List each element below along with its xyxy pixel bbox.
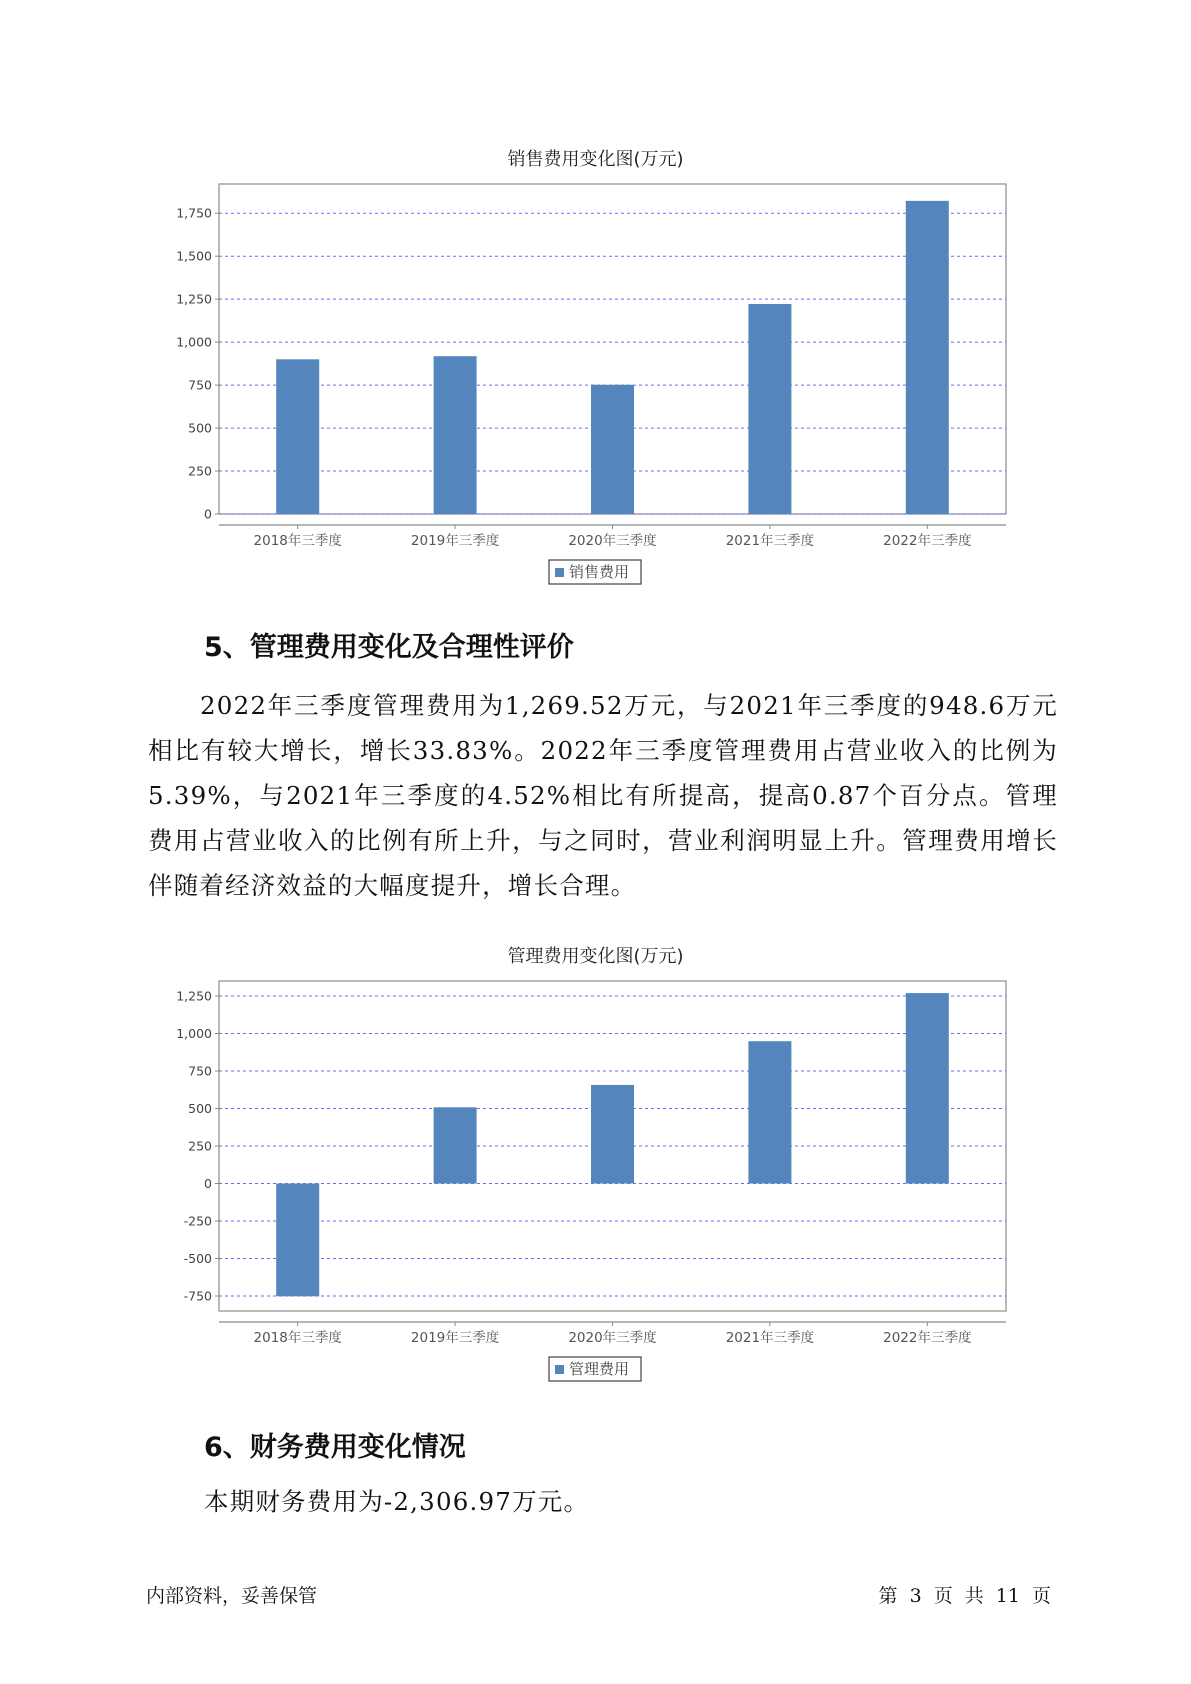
x-tick-label: 2020年三季度 — [568, 1330, 657, 1346]
y-tick-label: -750 — [183, 1288, 212, 1304]
sales-chart-title: 销售费用变化图(万元) — [507, 149, 684, 170]
legend-label: 销售费用 — [569, 563, 630, 581]
footer-confidential-note: 内部资料，妥善保管 — [146, 1585, 318, 1607]
y-tick-label: 0 — [204, 1176, 212, 1191]
x-tick-label: 2018年三季度 — [253, 533, 342, 549]
bar — [906, 993, 949, 1183]
bar — [434, 1107, 477, 1183]
legend-swatch — [555, 1365, 564, 1374]
x-tick-label: 2018年三季度 — [253, 1330, 342, 1346]
section-6-heading: 6、财务费用变化情况 — [204, 1432, 466, 1463]
section-5-paragraph: 2022年三季度管理费用为1,269.52万元，与2021年三季度的948.6万元相比有较大增长，增长33.83%。2022年三季度管理费用占营业收入的比例为5.39%，与2021年三季度的4.52%相比有所提高，提高0.87个百分点。管理费用占营业收入的比例有所上升，与之同时，营业利润明显上升。管理费用增长伴随着经济效益的大幅度提升，增长合理。 — [148, 691, 1058, 900]
y-tick-label: 1,000 — [176, 334, 212, 350]
y-tick-label: -500 — [183, 1251, 212, 1266]
y-tick-label: 250 — [188, 1138, 212, 1154]
y-tick-label: 1,500 — [176, 248, 212, 264]
x-tick-label: 2021年三季度 — [725, 1330, 815, 1346]
x-tick-label: 2019年三季度 — [410, 533, 500, 549]
y-tick-label: 1,250 — [176, 291, 212, 307]
bar — [748, 1041, 791, 1183]
x-tick-label: 2022年三季度 — [883, 533, 972, 549]
y-tick-label: 500 — [188, 420, 212, 436]
y-tick-label: 750 — [188, 377, 212, 393]
section-5-heading: 5、管理费用变化及合理性评价 — [204, 632, 574, 663]
y-tick-label: 1,750 — [176, 205, 212, 221]
y-tick-label: 1,250 — [176, 988, 212, 1004]
x-tick-label: 2021年三季度 — [725, 533, 815, 549]
x-tick-label: 2020年三季度 — [568, 533, 657, 549]
y-tick-label: 250 — [188, 463, 212, 479]
x-tick-label: 2019年三季度 — [410, 1330, 500, 1346]
y-tick-label: 0 — [204, 506, 212, 522]
footer-page-number: 第 3 页 共 11 页 — [878, 1585, 1051, 1607]
admin-chart-title: 管理费用变化图(万元) — [507, 946, 684, 967]
section-6-paragraph: 本期财务费用为-2,306.97万元。 — [204, 1487, 590, 1516]
bar — [276, 1184, 319, 1297]
y-tick-label: -250 — [183, 1213, 212, 1229]
x-tick-label: 2022年三季度 — [883, 1330, 972, 1346]
y-tick-label: 750 — [188, 1063, 212, 1079]
bar — [591, 1085, 634, 1184]
y-tick-label: 500 — [188, 1101, 212, 1116]
y-tick-label: 1,000 — [176, 1026, 212, 1041]
legend-label: 管理费用 — [569, 1360, 630, 1378]
